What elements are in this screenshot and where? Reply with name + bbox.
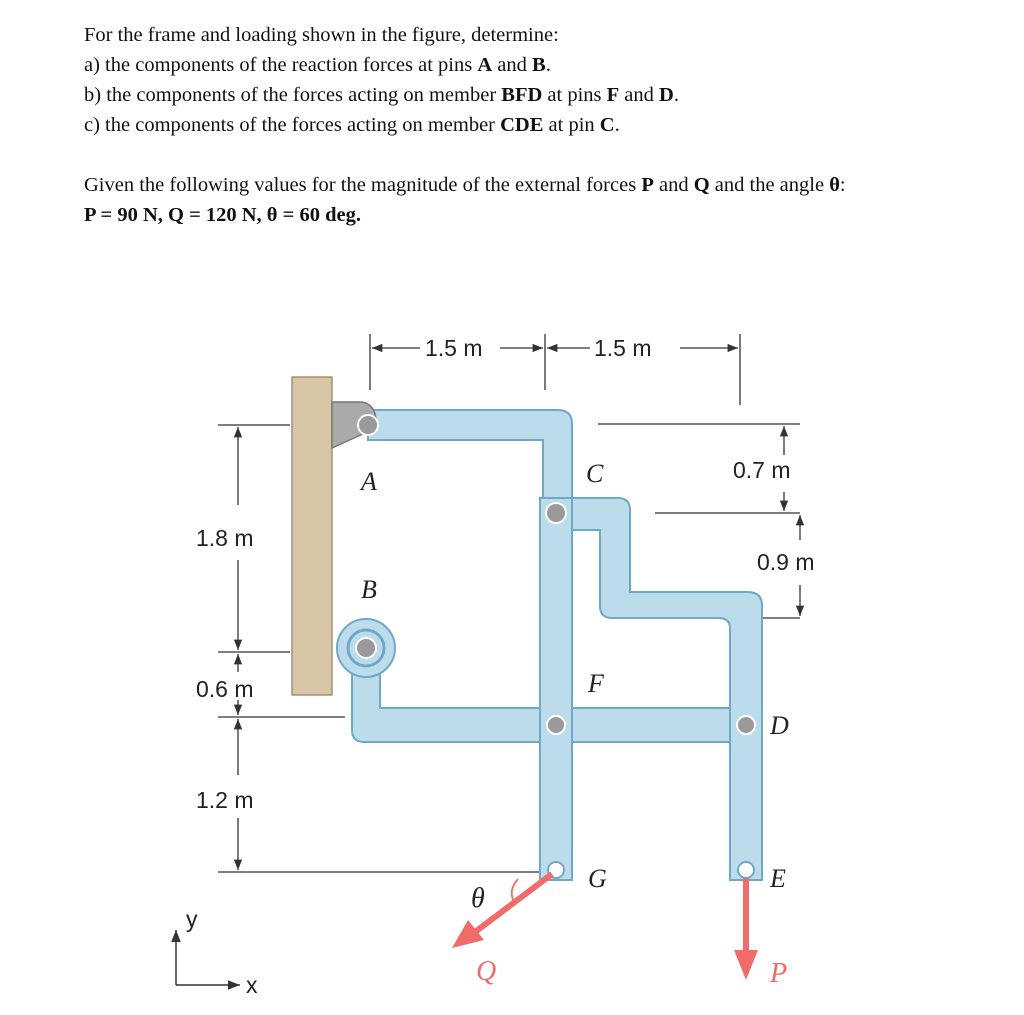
label-y-axis: y bbox=[186, 906, 198, 932]
label-b: B bbox=[361, 575, 377, 604]
dim-left-middle: 0.6 m bbox=[196, 676, 254, 702]
dim-top-left: 1.5 m bbox=[425, 335, 483, 361]
label-f: F bbox=[588, 669, 604, 698]
member-ac bbox=[368, 410, 572, 498]
member-cde bbox=[550, 498, 762, 880]
label-c: C bbox=[586, 459, 604, 488]
label-e: E bbox=[770, 864, 786, 893]
label-p: P bbox=[770, 958, 788, 989]
label-x-axis: x bbox=[246, 972, 258, 998]
wall bbox=[292, 377, 332, 695]
label-g: G bbox=[588, 864, 607, 893]
pin-f bbox=[547, 716, 565, 734]
intro-line: For the frame and loading shown in the figure, determine: bbox=[84, 24, 559, 46]
member-vertical bbox=[540, 498, 572, 880]
dim-right-upper: 0.7 m bbox=[733, 457, 791, 483]
dim-left-lower: 1.2 m bbox=[196, 787, 254, 813]
part-b: b) the components of the forces acting on member BFD at pins F and D. bbox=[84, 84, 679, 106]
pin-e bbox=[738, 862, 754, 878]
given-values: P = 90 N, Q = 120 N, θ = 60 deg. bbox=[84, 204, 361, 226]
part-c: c) the components of the forces acting on member CDE at pin C. bbox=[84, 114, 620, 136]
label-a: A bbox=[361, 467, 377, 496]
pin-b bbox=[356, 638, 376, 658]
force-p-arrowhead bbox=[734, 950, 758, 980]
pin-a bbox=[358, 415, 378, 435]
given-line: Given the following values for the magnitude of the external forces P and Q and the angle θ: bbox=[84, 174, 846, 196]
pin-d bbox=[737, 716, 755, 734]
dim-right-lower: 0.9 m bbox=[757, 549, 815, 575]
part-a: a) the components of the reaction forces at pins A and B. bbox=[84, 54, 551, 76]
label-q: Q bbox=[476, 956, 497, 987]
force-q-arrow-shaft bbox=[475, 874, 552, 932]
pin-c bbox=[546, 503, 566, 523]
force-q-arrowhead bbox=[452, 920, 484, 948]
dim-left-upper: 1.8 m bbox=[196, 525, 254, 551]
label-theta: θ bbox=[471, 883, 485, 914]
label-d: D bbox=[770, 711, 789, 740]
dim-top-right: 1.5 m bbox=[594, 335, 652, 361]
